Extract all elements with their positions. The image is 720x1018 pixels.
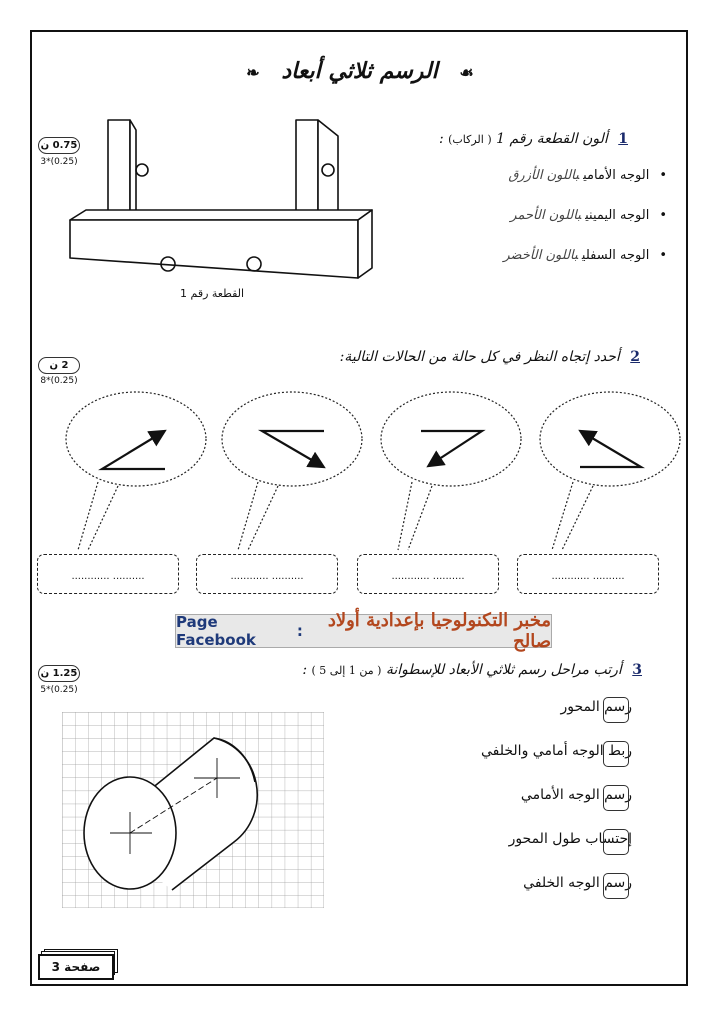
face-label: الوجه الأمامي: [583, 168, 650, 183]
q1-colon: :: [438, 131, 444, 147]
facebook-page-label: Page Facebook: [176, 613, 256, 649]
ornament-right-icon: ☙: [459, 63, 474, 82]
q2-answer-box[interactable]: ............ ..........: [357, 554, 499, 594]
q1-text: ألون القطعة رقم 1: [496, 131, 608, 147]
q3-step-label: رسم الوجه الخلفي: [523, 875, 632, 891]
bullet-icon: •: [659, 248, 667, 263]
q1-figure-caption: القطعة رقم 1: [180, 287, 245, 300]
title-text: الرسم ثلاثي أبعاد: [281, 58, 438, 84]
q3-step-label: إحتساب طول المحور: [508, 831, 632, 847]
q3-heading: [302, 662, 642, 678]
q2-score-badge: 2 ن: [38, 357, 80, 374]
q3-step-checkbox[interactable]: [603, 741, 629, 767]
q3-step-checkbox[interactable]: [603, 697, 629, 723]
q1-paren: ( الركاب): [448, 133, 492, 146]
face-color: باللون الأحمر: [510, 208, 582, 223]
q3-paren: ( من 1 إلى 5 ): [311, 664, 382, 677]
q3-step-checkbox[interactable]: [603, 829, 629, 855]
q3-step-checkbox[interactable]: [603, 785, 629, 811]
lab-banner: [175, 610, 552, 652]
q2-view-bubbles: [0, 390, 720, 560]
q2-number: 2: [630, 349, 640, 365]
q1-number: 1: [618, 131, 628, 147]
q3-step-label: ربط الوجه أمامي والخلفي: [480, 743, 632, 759]
page-title: [0, 58, 720, 84]
q1-face-item: [503, 248, 667, 263]
q3-step-label: رسم الوجه الأمامي: [520, 787, 632, 803]
banner-separator: :: [296, 622, 303, 640]
bullet-icon: •: [659, 208, 667, 223]
q3-colon: :: [302, 662, 308, 678]
q1-heading: [439, 131, 628, 147]
q2-heading: [340, 349, 640, 365]
q3-score-badge: 1.25 ن: [38, 665, 80, 682]
q3-cylinder-figure: [62, 712, 324, 908]
q1-part-figure: [60, 112, 390, 287]
q2-answer-box[interactable]: ............ ..........: [196, 554, 338, 594]
ornament-left-icon: ❧: [246, 63, 260, 82]
face-label: الوجه السفلي: [581, 248, 650, 263]
bullet-icon: •: [659, 168, 667, 183]
q3-score-detail: 5*(0.25): [40, 685, 78, 695]
face-color: باللون الأزرق: [508, 168, 580, 183]
q2-text: أحدد إتجاه النظر في كل حالة من الحالات التالية:: [339, 349, 620, 365]
face-color: باللون الأخضر: [503, 248, 578, 263]
q3-step-checkbox[interactable]: [603, 873, 629, 899]
q1-score-detail: 3*(0.25): [40, 157, 78, 167]
q2-answer-box[interactable]: ............ ..........: [37, 554, 179, 594]
q1-face-item: [508, 168, 667, 183]
q1-face-item: [510, 208, 667, 223]
q3-step-label: رسم المحور: [560, 699, 632, 715]
page-number: صفحة 3: [38, 954, 114, 980]
q3-text: أرتب مراحل رسم ثلاثي الأبعاد للإسطوانة: [385, 662, 622, 678]
q1-score-badge: 0.75 ن: [38, 137, 80, 154]
q2-answer-box[interactable]: ............ ..........: [517, 554, 659, 594]
lab-name: مخبر التكنولوجيا بإعدادية أولاد صالح: [327, 610, 551, 652]
face-label: الوجه اليميني: [585, 208, 650, 223]
q2-score-detail: 8*(0.25): [40, 376, 78, 386]
q3-number: 3: [632, 662, 642, 678]
